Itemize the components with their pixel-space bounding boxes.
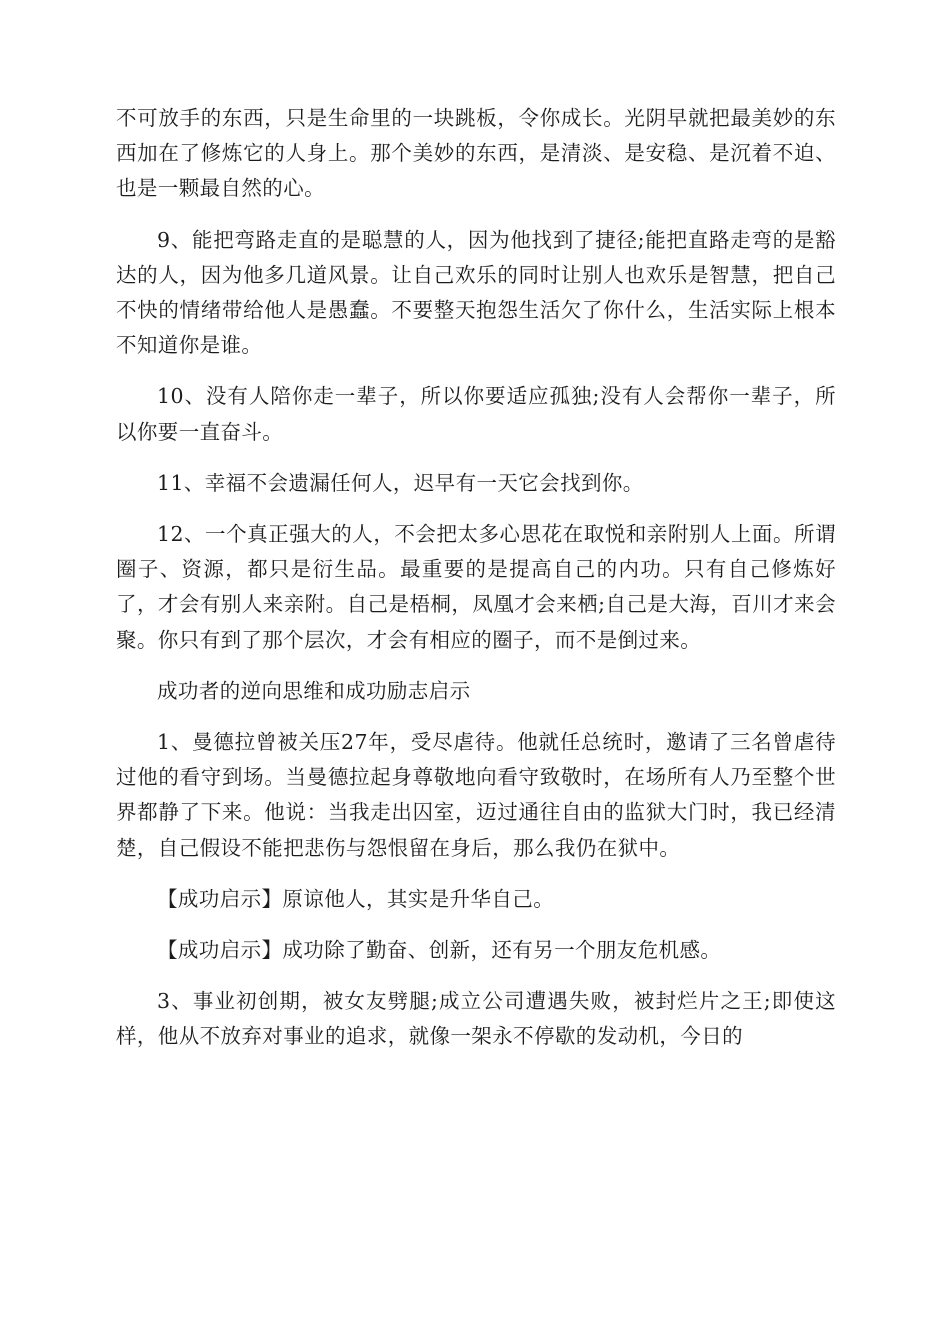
paragraph-7: 1、曼德拉曾被关压27年，受尽虐待。他就任总统时，邀请了三名曾虐待过他的看守到场。当曼德拉起身尊敬地向看守致敬时，在场所有人乃至整个世界都静了下来。他说：当我走出囚室，迈过通往自由的监狱大门时，我已经清楚，自己假设不能把悲伤与怨恨留在身后，那么我仍在狱中。 — [116, 730, 836, 860]
paragraph-1: 不可放手的东西，只是生命里的一块跳板，令你成长。光阴早就把最美妙的东西加在了修炼它的人身上。那个美妙的东西，是清淡、是安稳、是沉着不迫、也是一颗最自然的心。 — [116, 106, 836, 201]
section-heading: 成功者的逆向思维和成功励志启示 — [157, 678, 471, 703]
paragraph-9: 【成功启示】成功除了勤奋、创新，还有另一个朋友危机感。 — [157, 938, 722, 963]
paragraph-10: 3、事业初创期，被女友劈腿;成立公司遭遇失败，被封烂片之王;即使这样，他从不放弃对事业的追求，就像一架永不停歇的发动机，今日的 — [116, 989, 836, 1049]
document-page — [116, 101, 836, 1071]
paragraph-3: 10、没有人陪你走一辈子，所以你要适应孤独;没有人会帮你一辈子，所以你要一直奋斗。 — [116, 384, 836, 444]
paragraph-2: 9、能把弯路走直的是聪慧的人，因为他找到了捷径;能把直路走弯的是豁达的人，因为他多几道风景。让自己欢乐的同时让别人也欢乐是智慧，把自己不快的情绪带给他人是愚蠢。不要整天抱怨生活欠了你什么，生活实际上根本不知道你是谁。 — [116, 227, 836, 358]
paragraph-5: 12、一个真正强大的人，不会把太多心思花在取悦和亲附别人上面。所谓圈子、资源，都只是衍生品。最重要的是提高自己的内功。只有自己修炼好了，才会有别人来亲附。自己是梧桐，凤凰才会来栖;自己是大海，百川才来会聚。你只有到了那个层次，才会有相应的圈子，而不是倒过来。 — [116, 522, 836, 652]
paragraph-8: 【成功启示】原谅他人，其实是升华自己。 — [157, 886, 555, 911]
paragraph-4: 11、幸福不会遗漏任何人，迟早有一天它会找到你。 — [157, 470, 644, 495]
